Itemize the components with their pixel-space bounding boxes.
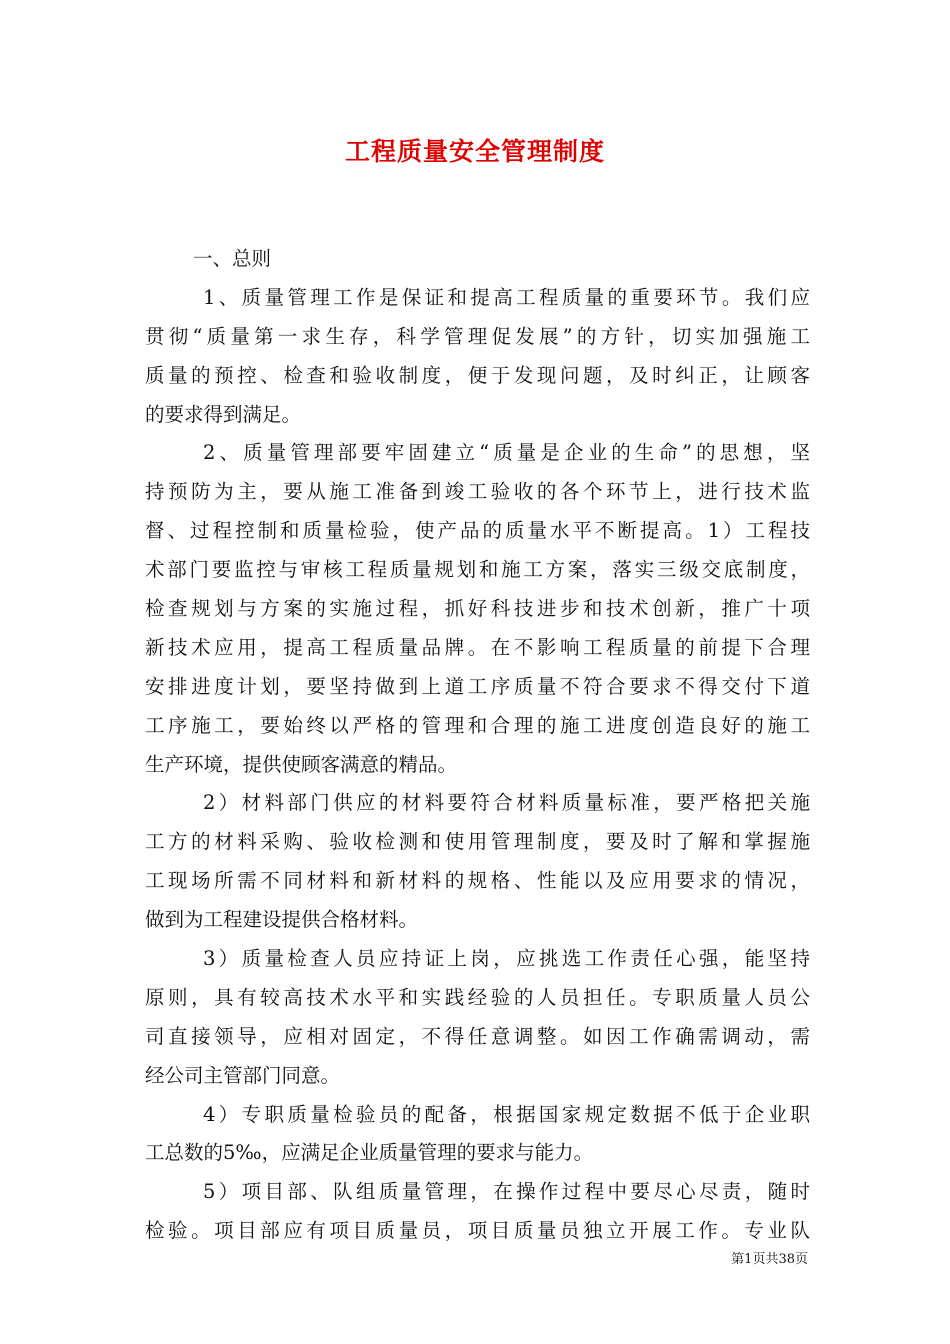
page-number: 第1页共38页	[731, 1252, 808, 1267]
document-body	[145, 240, 810, 1251]
document-title: 工程质量安全管理制度	[344, 137, 605, 166]
paragraph-line: 新技术应用，提高工程质量品牌。在不影响工程质量的前提下合理	[145, 635, 810, 659]
paragraph-line: 检验。项目部应有项目质量员，项目质量员独立开展工作。专业队	[145, 1219, 810, 1243]
paragraph-line: 司直接领导，应相对固定，不得任意调整。如因工作确需调动，需	[145, 1024, 810, 1048]
paragraph-line: 工现场所需不同材料和新材料的规格、性能以及应用要求的情况，	[145, 869, 810, 893]
paragraph-line: 做到为工程建设提供合格材料。	[145, 908, 419, 932]
section-heading: 一、总则	[193, 247, 272, 270]
paragraph-line: 质量的预控、检查和验收制度，便于发现问题，及时纠正，让顾客	[145, 363, 810, 387]
paragraph-line: 原则，具有较高技术水平和实践经验的人员担任。专职质量人员公	[145, 985, 810, 1009]
paragraph-line: 5）项目部、队组质量管理，在操作过程中要尽心尽责，随时	[203, 1180, 810, 1204]
paragraph-line: 工序施工，要始终以严格的管理和合理的施工进度创造良好的施工	[145, 713, 810, 737]
paragraph-line: 2、质量管理部要牢固建立“质量是企业的生命”的思想，坚	[203, 441, 810, 465]
paragraph-line: 4）专职质量检验员的配备，根据国家规定数据不低于企业职	[203, 1102, 810, 1126]
paragraph-line: 检查规划与方案的实施过程，抓好科技进步和技术创新，推广十项	[145, 597, 810, 621]
paragraph-line: 工总数的5‰，应满足企业质量管理的要求与能力。	[145, 1141, 594, 1165]
paragraph-line: 生产环境，提供使顾客满意的精品。	[145, 752, 458, 776]
paragraph-line: 经公司主管部门同意。	[145, 1063, 341, 1087]
paragraph-line: 安排进度计划，要坚持做到上道工序质量不符合要求不得交付下道	[145, 674, 810, 698]
paragraph-line: 1、质量管理工作是保证和提高工程质量的重要环节。我们应	[203, 285, 810, 309]
paragraph-line: 2）材料部门供应的材料要符合材料质量标准，要严格把关施	[203, 791, 810, 815]
paragraph-line: 督、过程控制和质量检验，使产品的质量水平不断提高。1）工程技	[145, 519, 810, 543]
paragraph-line: 的要求得到满足。	[145, 402, 302, 426]
paragraph-line: 3）质量检查人员应持证上岗，应挑选工作责任心强，能坚持	[203, 947, 810, 971]
paragraph-line: 贯彻“质量第一求生存，科学管理促发展”的方针，切实加强施工	[145, 324, 810, 348]
paragraph-line: 工方的材料采购、验收检测和使用管理制度，要及时了解和掌握施	[145, 830, 810, 854]
paragraph-line: 术部门要监控与审核工程质量规划和施工方案，落实三级交底制度，	[145, 558, 810, 582]
paragraph-line: 持预防为主，要从施工准备到竣工验收的各个环节上，进行技术监	[145, 480, 810, 504]
